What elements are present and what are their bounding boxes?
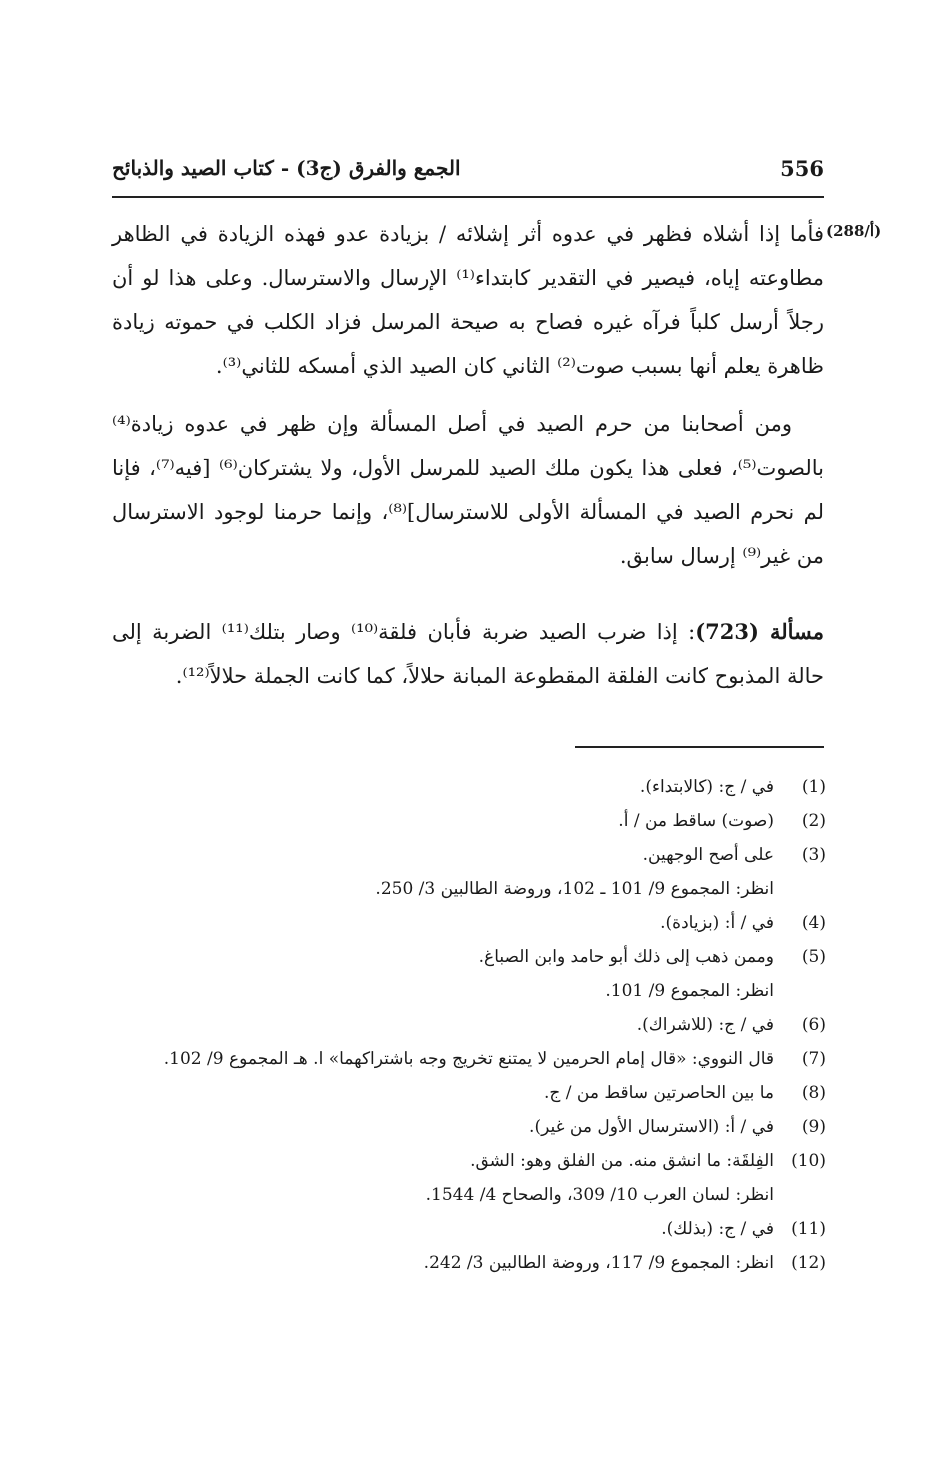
footnote: [100, 1144, 826, 1212]
body-paragraph-3: [112, 610, 824, 698]
footnote-text: في / أ: (بزيادة).: [660, 913, 774, 933]
margin-manuscript-reference: (288/أ): [826, 222, 882, 240]
issue-label: مسألة (723): [695, 619, 824, 644]
footnote-text: وممن ذهب إلى ذلك أبو حامد وابن الصباغ.: [478, 947, 774, 967]
footnote: [100, 838, 826, 906]
page-header: [112, 150, 824, 190]
footnote-number: (8): [801, 1083, 826, 1103]
footnote: [100, 940, 826, 1008]
body-paragraph-2: ومن أصحابنا من حرم الصيد في أصل المسألة وإن ظهر في عدوه زيادة⁽⁴⁾ بالصوت⁽⁵⁾، فعلى هذا يكون ملك الصيد للمرسل الأول، ولا يشتركان⁽⁶⁾ [فيه⁽⁷⁾، فإنا لم نحرم الصيد في المسألة الأولى للاسترسال]⁽⁸⁾، وإنما حرمنا لوجود الاسترسال من غير⁽⁹⁾ إرسال سابق.: [112, 412, 824, 568]
footnote: [100, 1042, 826, 1076]
footnote-text: في / ج: (للاشراك).: [636, 1015, 774, 1035]
footnote: [100, 770, 826, 804]
footnote-text: على أصح الوجهين.: [642, 845, 774, 865]
footnote-rule: [575, 746, 824, 748]
footnote-text: الفِلقَة: ما انشق منه. من الفلق وهو: الشق.: [470, 1151, 774, 1171]
footnote-text: ما بين الحاصرتين ساقط من / ج.: [543, 1083, 774, 1103]
footnote: [100, 1008, 826, 1042]
footnote-number: (4): [801, 913, 826, 933]
footnote-number: (12): [791, 1253, 826, 1273]
footnote-text: انظر: لسان العرب 10/ 309، والصحاح 4/ 1544.: [425, 1185, 774, 1205]
footnote-text: في / أ: (الاسترسال الأول من غير).: [529, 1117, 774, 1137]
footnote-number: (5): [801, 947, 826, 967]
page-number: 556: [780, 156, 824, 181]
footnote-text: انظر: المجموع 9/ 101.: [605, 981, 774, 1001]
body-paragraph-1: فأما إذا أشلاه فظهر في عدوه أثر إشلائه / بزيادة عدو فهذه الزيادة في الظاهر مطاوعته إياه، فيصير في التقدير كابتداء⁽¹⁾ الإرسال والاسترسال. وعلى هذا لو أن رجلاً أرسل كلباً فرآه غيره فصاح به صيحة المرسل فزاد الكلب في حموته زيادة ظاهرة يعلم أنها بسبب صوت⁽²⁾ الثاني كان الصيد الذي أمسكه للثاني⁽³⁾.: [112, 222, 825, 378]
footnote-number: (6): [801, 1015, 826, 1035]
footnote-text: انظر: المجموع 9/ 101 ـ 102، وروضة الطالبين 3/ 250.: [375, 879, 774, 899]
footnote-text: في / ج: (بذلك).: [661, 1219, 774, 1239]
footnote: [100, 906, 826, 940]
footnote-text: في / ج: (كالابتداء).: [639, 777, 774, 797]
footnote-number: (9): [801, 1117, 826, 1137]
footnote-text: انظر: المجموع 9/ 117، وروضة الطالبين 3/ 242.: [423, 1253, 774, 1273]
issue-text: : إذا ضرب الصيد ضربة فأبان فلقة⁽¹⁰⁾ وصار بتلك⁽¹¹⁾ الضربة إلى حالة المذبوح كانت الفلقة المقطوعة المبانة حلالاً، كما كانت الجملة حلالاً⁽¹²⁾.: [112, 620, 824, 688]
footnote: [100, 1076, 826, 1110]
header-rule: [112, 196, 824, 198]
footnote-text: (صوت) ساقط من / أ.: [618, 811, 774, 831]
footnote: [100, 1110, 826, 1144]
footnote-number: (1): [801, 777, 826, 797]
footnote-number: (3): [801, 845, 826, 865]
footnote-number: (7): [801, 1049, 826, 1069]
footnote: [100, 1246, 826, 1280]
footnote: [100, 1212, 826, 1246]
footnotes: [100, 770, 826, 1280]
footnote: [100, 804, 826, 838]
footnote-number: (10): [791, 1151, 826, 1171]
running-title: الجمع والفرق (ج3) - كتاب الصيد والذبائح: [112, 156, 461, 180]
footnote-text: قال النووي: «قال إمام الحرمين لا يمتنع تخريج وجه باشتراكهما» ا. هـ المجموع 9/ 102.: [163, 1049, 774, 1069]
footnote-number: (11): [791, 1219, 826, 1239]
footnote-number: (2): [801, 811, 826, 831]
